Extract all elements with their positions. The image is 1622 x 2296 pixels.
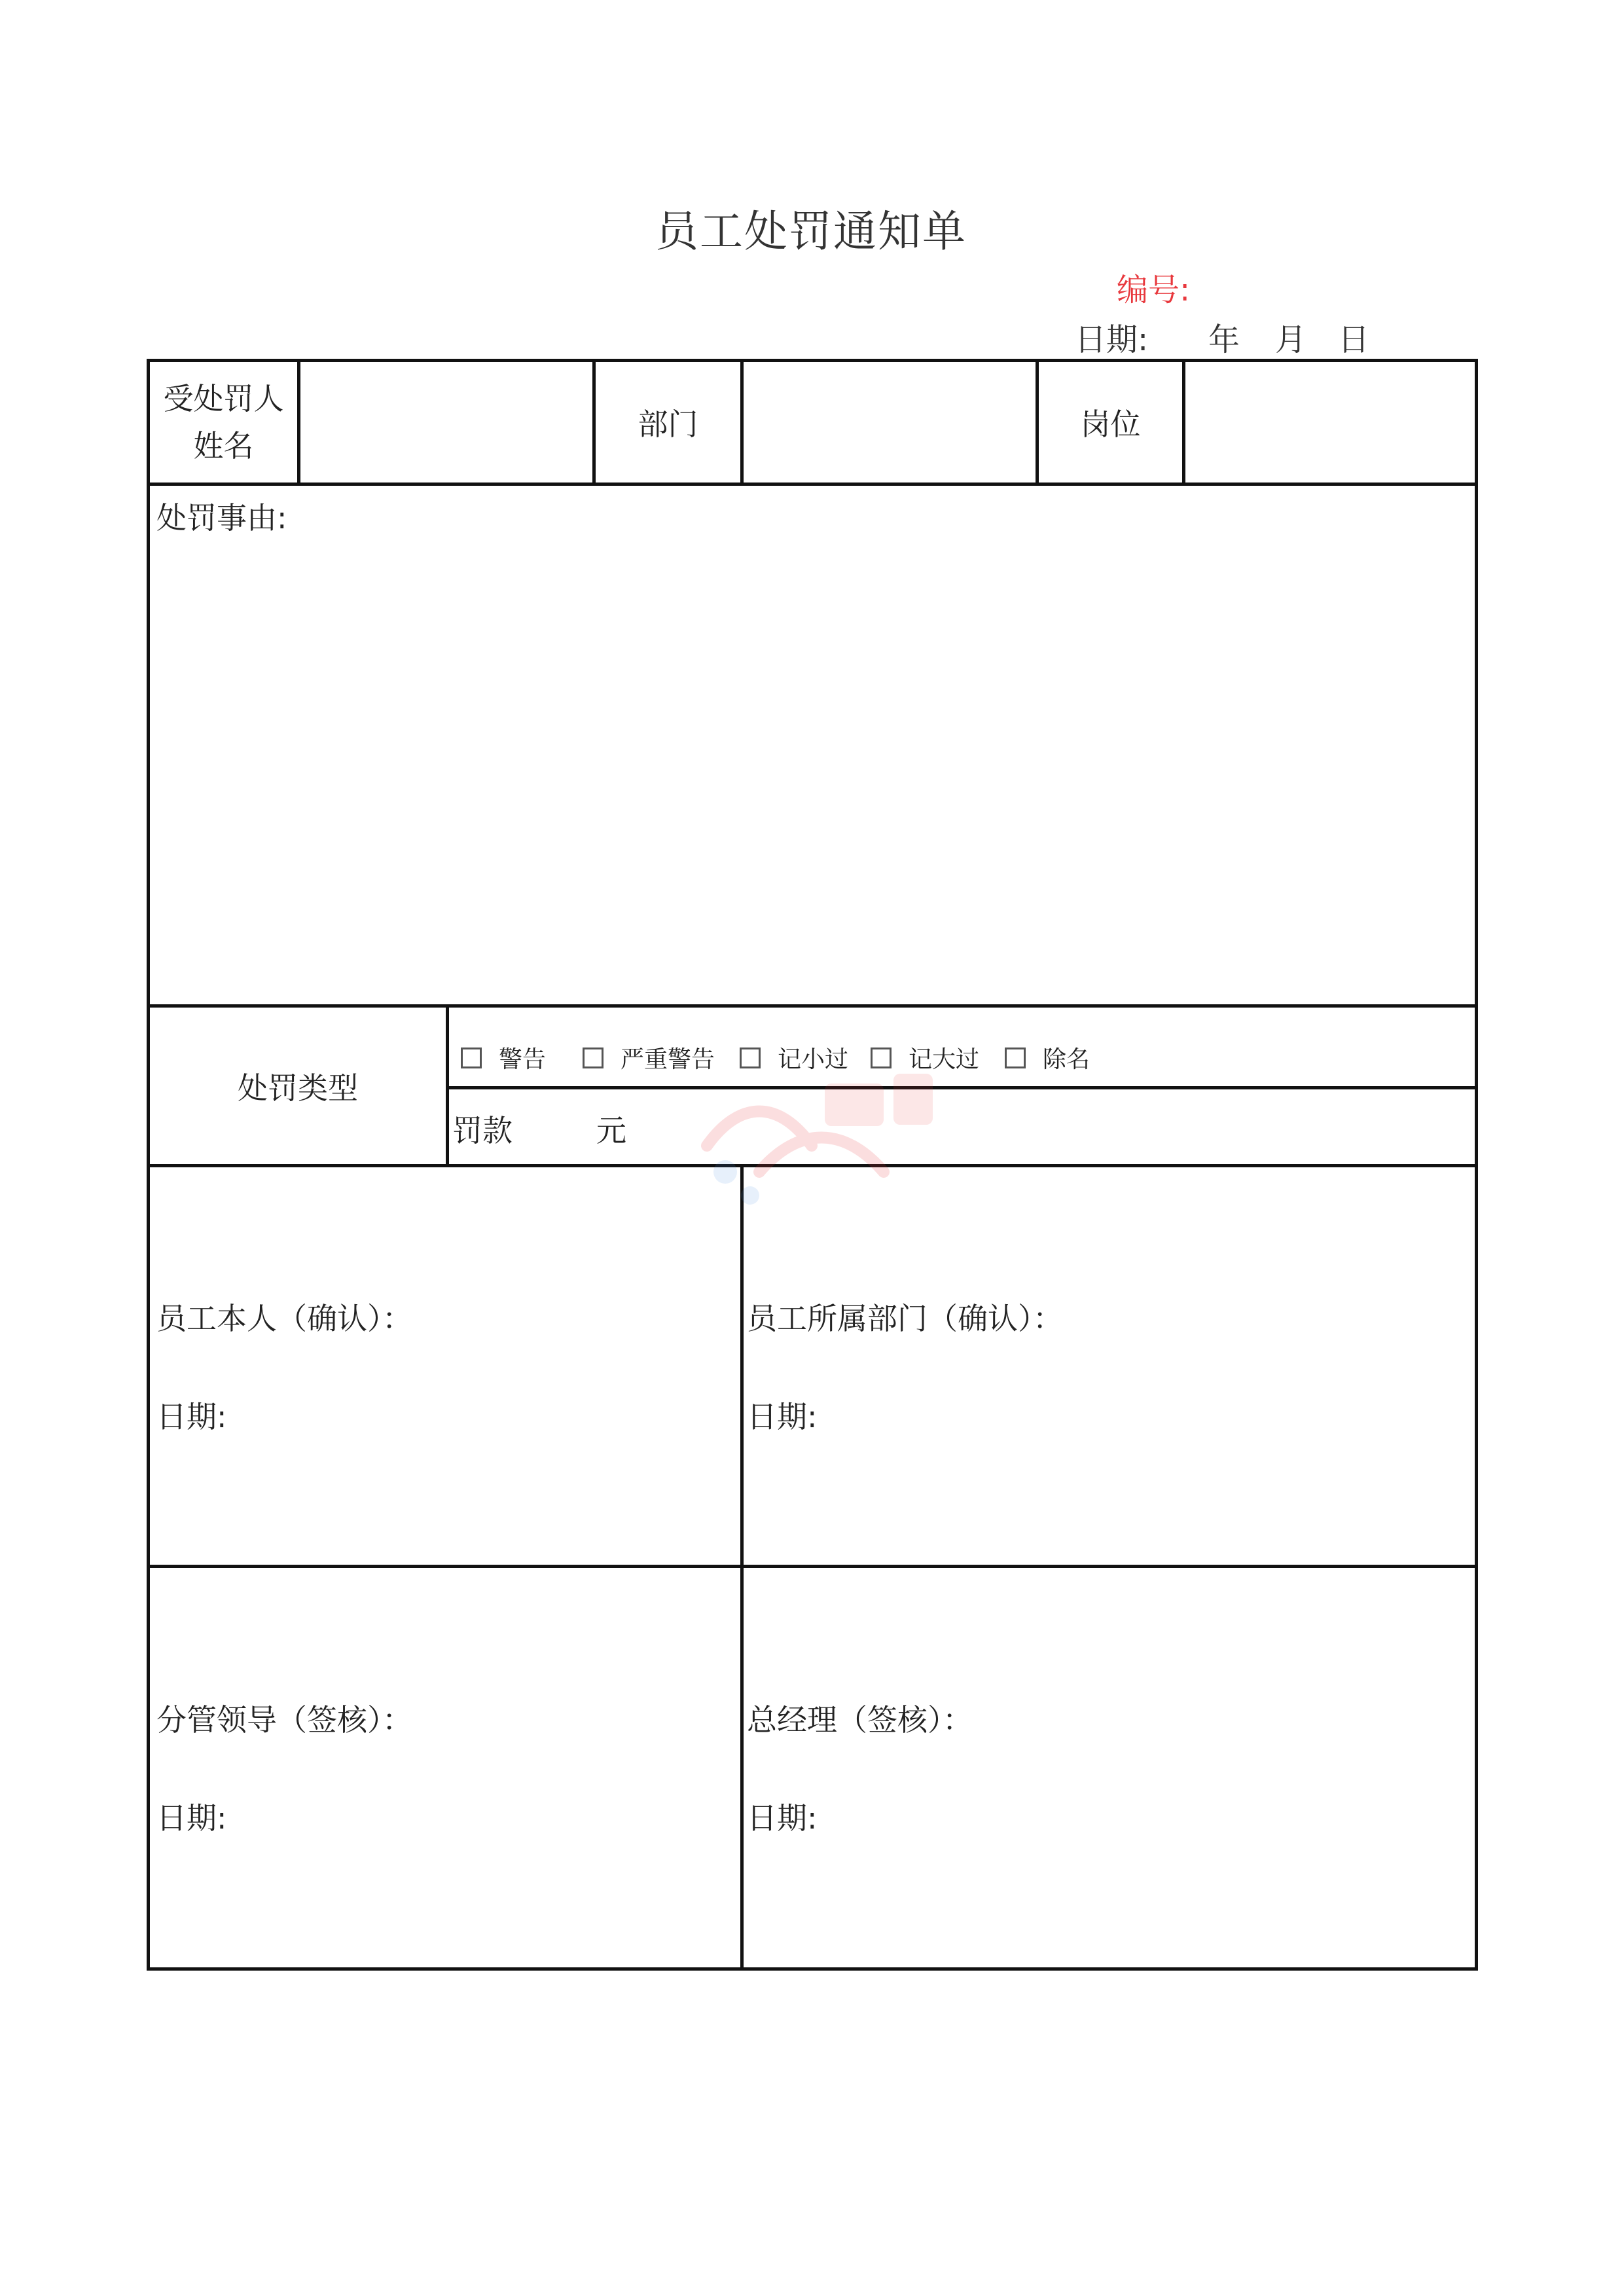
employee-confirm-date-label: 日期: (156, 1399, 227, 1434)
option-major-demerit[interactable] (871, 1041, 979, 1074)
employee-confirm-label: 员工本人（确认）： (156, 1301, 412, 1336)
header-date-month: 月 (1275, 321, 1307, 358)
checkbox-icon[interactable] (740, 1048, 761, 1068)
option-major-demerit-label: 记大过 (909, 1046, 980, 1073)
page-title: 员工处罚通知单 (655, 206, 967, 257)
penalty-type-label: 处罚类型 (238, 1070, 358, 1106)
name-value-field[interactable] (300, 362, 592, 483)
option-minor-demerit[interactable] (740, 1041, 848, 1074)
checkbox-icon[interactable] (1005, 1048, 1026, 1068)
general-manager-approval-label: 总经理（签核）： (747, 1702, 973, 1738)
checkbox-icon[interactable] (461, 1048, 482, 1068)
general-manager-approval-date-label: 日期: (747, 1800, 818, 1836)
department-confirm-label: 员工所属部门（确认）： (747, 1301, 1063, 1336)
option-serious-warning[interactable] (583, 1041, 715, 1074)
row-divider (150, 1565, 1475, 1568)
position-label: 岗位 (1080, 407, 1141, 442)
fine-unit: 元 (596, 1113, 626, 1148)
column-divider (740, 1164, 744, 1967)
supervisor-approval-label: 分管领导（签核）： (156, 1702, 412, 1738)
department-label: 部门 (638, 407, 698, 442)
option-dismissal[interactable] (1005, 1041, 1090, 1074)
option-serious-warning-label: 严重警告 (621, 1046, 715, 1073)
reason-label: 处罚事由: (156, 500, 287, 536)
supervisor-approval-date-label: 日期: (156, 1800, 227, 1836)
row-divider (446, 1086, 1475, 1089)
row-divider (150, 1164, 1475, 1167)
option-warning[interactable] (461, 1041, 546, 1074)
option-warning-label: 警告 (499, 1046, 547, 1073)
header-date-day: 日 (1338, 321, 1370, 358)
checkbox-icon[interactable] (871, 1048, 892, 1068)
reason-text-area[interactable] (150, 532, 1475, 1004)
department-confirm-date-label: 日期: (747, 1399, 818, 1434)
header-date-label: 日期: (1075, 321, 1149, 358)
name-label: 受处罚人姓名 (163, 381, 284, 464)
header-date-year: 年 (1208, 321, 1240, 358)
penalty-form-table (147, 359, 1478, 1971)
department-value-field[interactable] (744, 362, 1036, 483)
checkbox-icon[interactable] (583, 1048, 604, 1068)
row-divider (150, 483, 1475, 486)
option-minor-demerit-label: 记小过 (778, 1046, 849, 1073)
fine-label: 罚款 (452, 1113, 513, 1148)
option-dismissal-label: 除名 (1043, 1046, 1090, 1073)
serial-number-label: 编号: (1117, 272, 1191, 308)
position-value-field[interactable] (1185, 362, 1475, 483)
